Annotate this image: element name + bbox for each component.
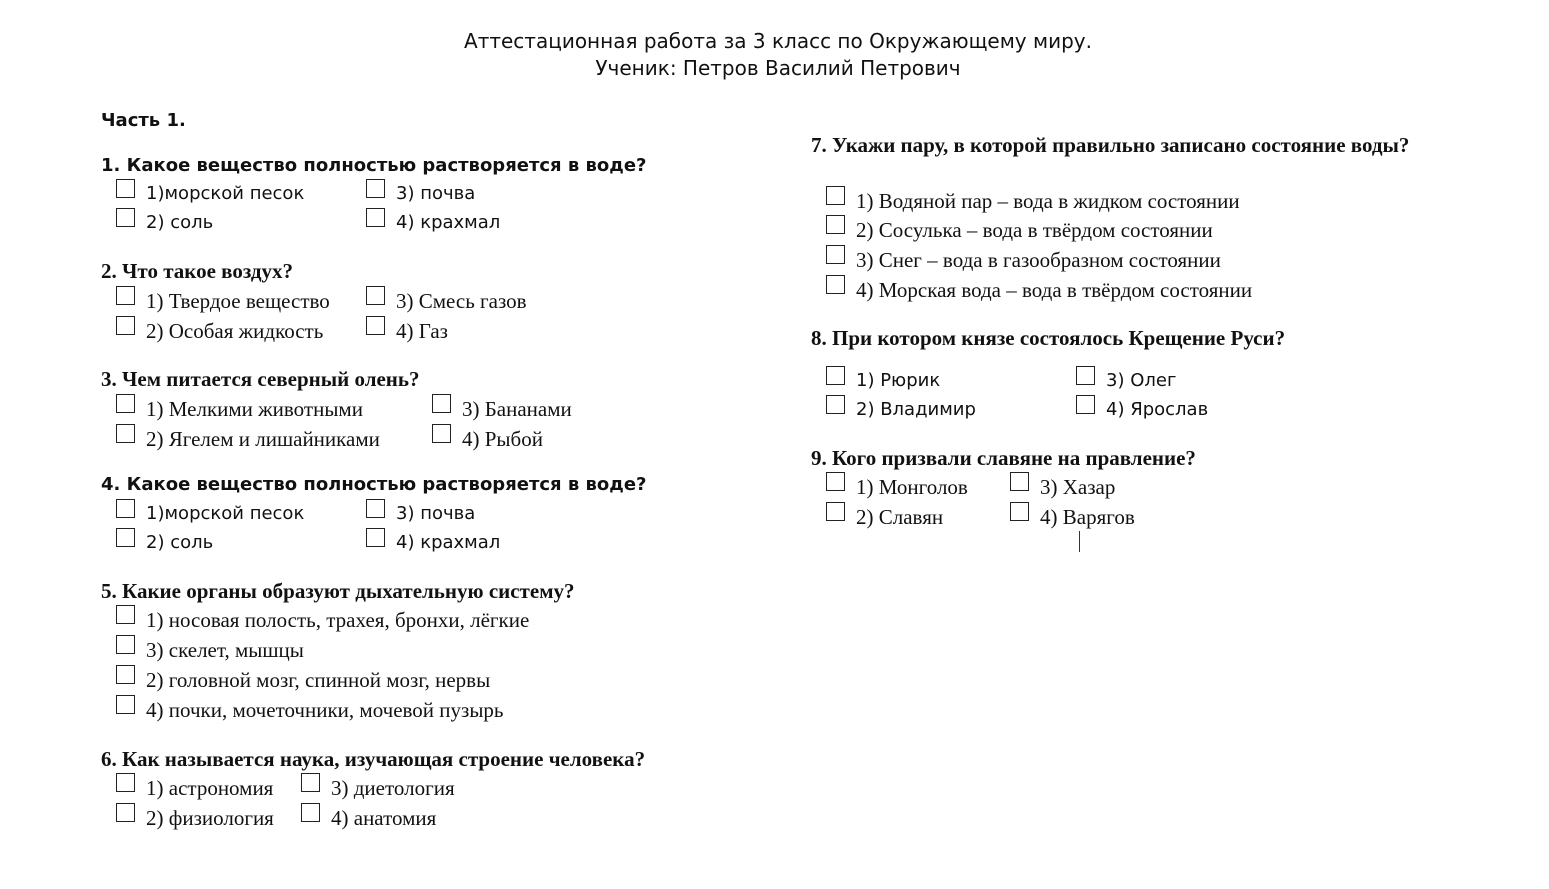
document-header <box>0 28 1549 82</box>
option-item[interactable] <box>116 807 274 829</box>
option-item[interactable] <box>826 219 1213 241</box>
option-item[interactable] <box>116 320 323 342</box>
option-label: 3) Снег – вода в газообразном состоянии <box>856 248 1221 272</box>
option-item[interactable] <box>116 532 213 554</box>
option-item[interactable] <box>116 212 213 234</box>
option-label: 1) Мелкими животными <box>146 397 363 421</box>
checkbox[interactable] <box>116 695 135 714</box>
checkbox[interactable] <box>826 275 845 294</box>
option-item[interactable] <box>826 399 976 421</box>
option-item[interactable] <box>1076 399 1208 421</box>
option-label: 1) Рюрик <box>856 370 941 391</box>
option-label: 4) Рыбой <box>462 427 543 451</box>
option-label: 4) крахмал <box>396 532 501 553</box>
option-item[interactable] <box>366 503 475 525</box>
option-label: 3) Олег <box>1106 370 1177 391</box>
option-item[interactable] <box>826 190 1240 212</box>
text-cursor <box>1079 531 1080 552</box>
checkbox[interactable] <box>116 499 135 518</box>
option-label: 2) Сосулька – вода в твёрдом состоянии <box>856 218 1213 242</box>
option-item[interactable] <box>366 183 475 205</box>
question-9 <box>811 446 1196 470</box>
checkbox[interactable] <box>366 286 385 305</box>
option-item[interactable] <box>366 532 500 554</box>
checkbox[interactable] <box>366 499 385 518</box>
checkbox[interactable] <box>116 316 135 335</box>
option-label: 3) почва <box>396 503 476 524</box>
question-4 <box>101 473 646 497</box>
checkbox[interactable] <box>116 528 135 547</box>
checkbox[interactable] <box>1010 472 1029 491</box>
checkbox[interactable] <box>432 394 451 413</box>
checkbox[interactable] <box>1076 395 1095 414</box>
option-item[interactable] <box>366 320 448 342</box>
option-item[interactable] <box>826 506 943 528</box>
option-label: 4) крахмал <box>396 212 501 233</box>
option-label: 2) Особая жидкость <box>146 319 324 343</box>
question-5 <box>101 579 575 603</box>
option-label: 4) Газ <box>396 319 448 343</box>
option-label: 2) соль <box>146 532 214 553</box>
checkbox[interactable] <box>826 502 845 521</box>
question-title: 2. Что такое воздух? <box>101 259 294 283</box>
option-label: 3) почва <box>396 183 476 204</box>
option-item[interactable] <box>826 370 940 392</box>
checkbox[interactable] <box>116 179 135 198</box>
question-title: 8. При котором князе состоялось Крещение Руси? <box>811 326 1286 350</box>
question-7 <box>811 133 1411 157</box>
question-title: 4. Какое вещество полностью растворяется в воде? <box>101 474 647 495</box>
question-2 <box>101 259 293 283</box>
option-label: 4) Ярослав <box>1106 399 1209 420</box>
option-label: 3) Смесь газов <box>396 289 527 313</box>
option-label: 2) соль <box>146 212 214 233</box>
option-item[interactable] <box>116 669 490 691</box>
checkbox[interactable] <box>826 366 845 385</box>
option-item[interactable] <box>116 428 380 450</box>
checkbox[interactable] <box>826 186 845 205</box>
checkbox[interactable] <box>301 773 320 792</box>
checkbox[interactable] <box>1076 366 1095 385</box>
option-item[interactable] <box>366 212 500 234</box>
checkbox[interactable] <box>1010 502 1029 521</box>
option-item[interactable] <box>826 249 1221 271</box>
option-item[interactable] <box>116 639 304 661</box>
student-name: Ученик: Петров Василий Петрович <box>595 56 961 80</box>
question-3 <box>101 367 420 391</box>
question-title: 9. Кого призвали славяне на правление? <box>811 446 1196 470</box>
option-label: 1) Твердое вещество <box>146 289 330 313</box>
question-6 <box>101 747 645 771</box>
option-item[interactable] <box>826 476 968 498</box>
option-item[interactable] <box>116 699 504 721</box>
checkbox[interactable] <box>116 286 135 305</box>
option-item[interactable] <box>432 398 572 420</box>
question-title: 5. Какие органы образуют дыхательную систему? <box>101 579 575 603</box>
checkbox[interactable] <box>116 605 135 624</box>
option-item[interactable] <box>116 290 330 312</box>
option-label: 4) анатомия <box>331 806 437 830</box>
checkbox[interactable] <box>116 635 135 654</box>
option-label: 2) Славян <box>856 505 944 529</box>
checkbox[interactable] <box>366 179 385 198</box>
option-label: 3) Хазар <box>1040 475 1116 499</box>
option-item[interactable] <box>301 777 455 799</box>
checkbox[interactable] <box>116 803 135 822</box>
option-item[interactable] <box>116 503 304 525</box>
option-label: 4) Варягов <box>1040 505 1135 529</box>
checkbox[interactable] <box>366 316 385 335</box>
option-label: 1) Монголов <box>856 475 968 499</box>
document-title: Аттестационная работа за 3 класс по Окружающему миру. <box>464 29 1092 53</box>
checkbox[interactable] <box>301 803 320 822</box>
option-label: 3) Бананами <box>462 397 572 421</box>
option-label: 4) почки, мочеточники, мочевой пузырь <box>146 698 504 722</box>
option-label: 1) Водяной пар – вода в жидком состоянии <box>856 189 1240 213</box>
option-item[interactable] <box>116 183 304 205</box>
option-label: 2) Владимир <box>856 399 976 420</box>
checkbox[interactable] <box>826 472 845 491</box>
checkbox[interactable] <box>366 208 385 227</box>
option-label: 1)морской песок <box>146 503 305 524</box>
question-8 <box>811 326 1285 350</box>
option-item[interactable] <box>301 807 436 829</box>
option-item[interactable] <box>1010 506 1135 528</box>
option-item[interactable] <box>116 777 273 799</box>
checkbox[interactable] <box>116 424 135 443</box>
part-label: Часть 1. <box>101 110 186 131</box>
question-title: 7. Укажи пару, в которой правильно записано состояние воды? <box>811 133 1410 157</box>
option-item[interactable] <box>366 290 527 312</box>
question-1 <box>101 154 646 178</box>
option-label: 2) Ягелем и лишайниками <box>146 427 380 451</box>
option-item[interactable] <box>1010 476 1115 498</box>
option-label: 4) Морская вода – вода в твёрдом состоянии <box>856 278 1253 302</box>
checkbox[interactable] <box>116 773 135 792</box>
option-item[interactable] <box>116 609 529 631</box>
question-title: 3. Чем питается северный олень? <box>101 367 420 391</box>
checkbox[interactable] <box>826 215 845 234</box>
checkbox[interactable] <box>826 395 845 414</box>
checkbox[interactable] <box>432 424 451 443</box>
option-item[interactable] <box>116 398 363 420</box>
option-item[interactable] <box>826 279 1252 301</box>
option-label: 3) диетология <box>331 776 455 800</box>
checkbox[interactable] <box>366 528 385 547</box>
checkbox[interactable] <box>116 665 135 684</box>
checkbox[interactable] <box>826 245 845 264</box>
option-item[interactable] <box>1076 370 1176 392</box>
option-item[interactable] <box>432 428 543 450</box>
question-title: 1. Какое вещество полностью растворяется в воде? <box>101 155 647 176</box>
option-label: 2) физиология <box>146 806 274 830</box>
option-label: 3) скелет, мышцы <box>146 638 304 662</box>
option-label: 1)морской песок <box>146 183 305 204</box>
checkbox[interactable] <box>116 208 135 227</box>
checkbox[interactable] <box>116 394 135 413</box>
option-label: 1) носовая полость, трахея, бронхи, лёгкие <box>146 608 530 632</box>
question-title: 6. Как называется наука, изучающая строение человека? <box>101 747 646 771</box>
option-label: 2) головной мозг, спинной мозг, нервы <box>146 668 491 692</box>
option-label: 1) астрономия <box>146 776 274 800</box>
